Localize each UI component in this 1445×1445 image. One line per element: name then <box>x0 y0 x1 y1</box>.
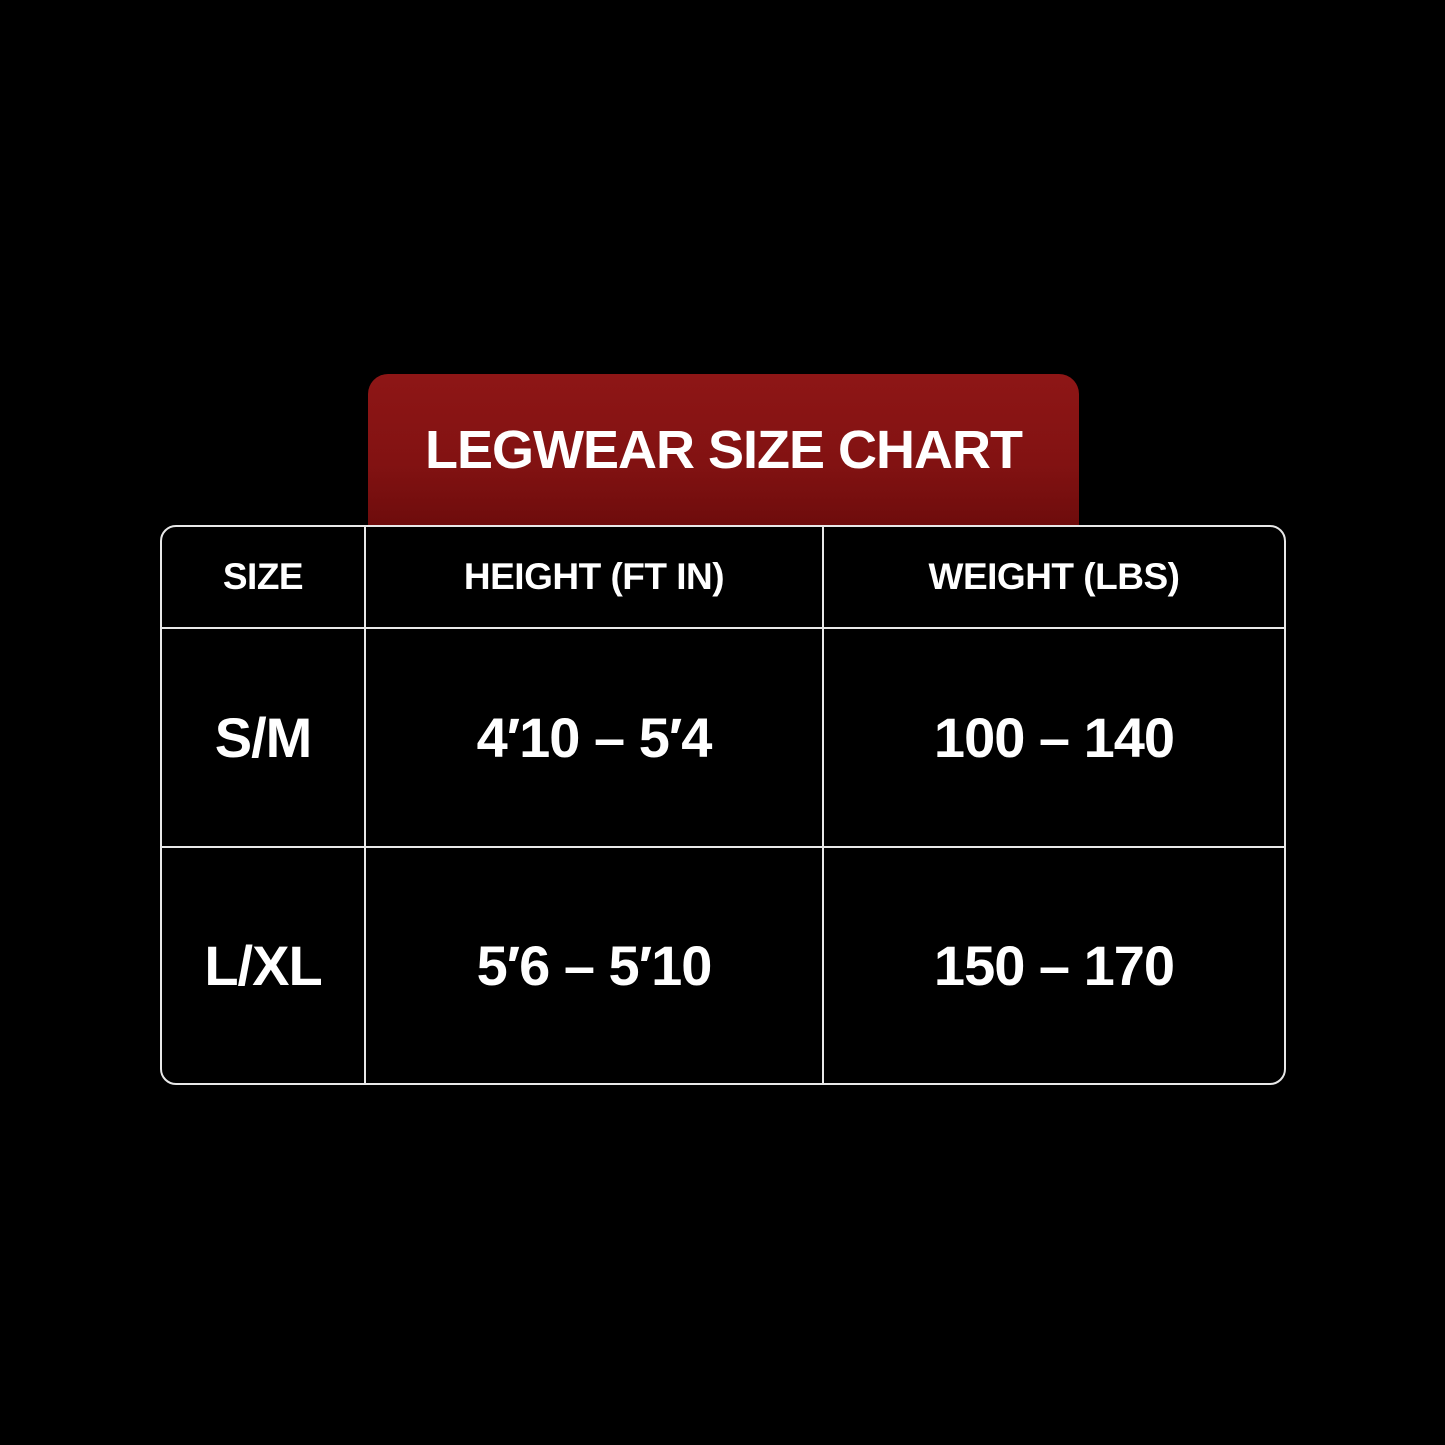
page-title: LEGWEAR SIZE CHART <box>425 419 1022 480</box>
cell-weight-lxl: 150 – 170 <box>933 934 1175 997</box>
size-chart-table <box>160 525 1286 1085</box>
column-header-size: SIZE <box>162 527 366 629</box>
column-header-height: HEIGHT (FT IN) <box>366 527 824 629</box>
cell-size-lxl: L/XL <box>162 848 366 1083</box>
column-header-weight: WEIGHT (LBS) <box>824 527 1284 629</box>
cell-height-sm: 4′10 – 5′4 <box>366 629 824 848</box>
title-banner <box>368 374 1079 525</box>
cell-size-sm: S/M <box>162 629 366 848</box>
cell-height-lxl: 5′6 – 5′10 <box>366 848 824 1083</box>
cell-weight-sm: 100 – 140 <box>824 629 1284 848</box>
